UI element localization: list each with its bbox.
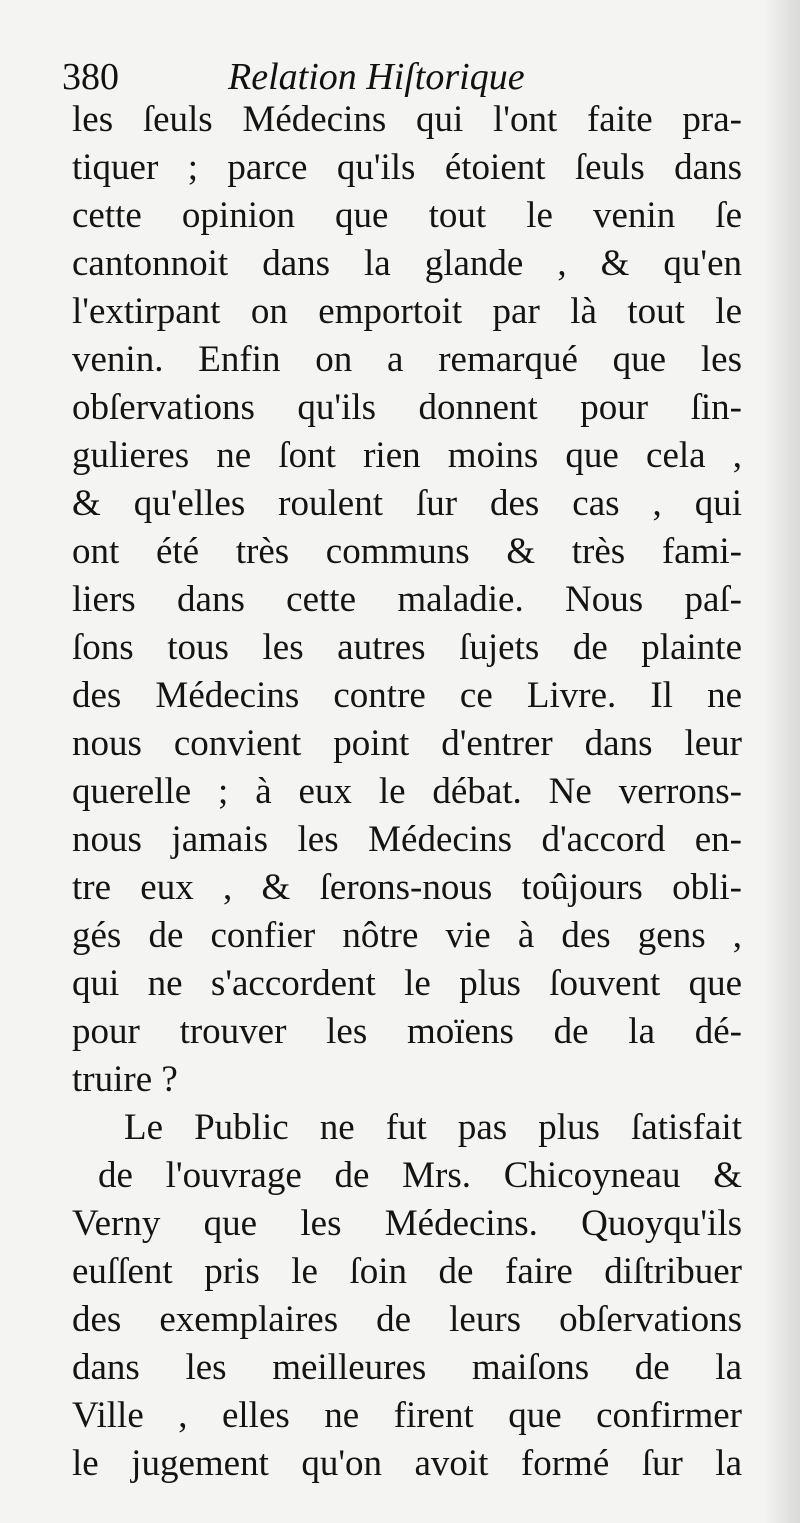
text-line: de l'ouvrage de Mrs. Chicoyneau &	[98, 1155, 742, 1196]
text-line: tiquer ; parce qu'ils étoient ſeuls dans	[72, 147, 742, 188]
running-head	[62, 52, 762, 102]
text-line: Ville , elles ne firent que confirmer	[72, 1395, 742, 1436]
text-line: nous jamais les Médecins d'accord en-	[72, 819, 742, 860]
text-line: tre eux , & ſerons-nous toûjours obli-	[72, 867, 742, 908]
text-line: obſervations qu'ils donnent pour ſin-	[72, 387, 742, 428]
text-line: gés de confier nôtre vie à des gens ,	[72, 915, 742, 956]
paragraph-start-line: Le Public ne fut pas plus ſatisfait	[124, 1107, 742, 1148]
text-line: cette opinion que tout le venin ſe	[72, 195, 742, 236]
text-line: des exemplaires de leurs obſervations	[72, 1299, 742, 1340]
text-line: ont été très communs & très fami-	[72, 531, 742, 572]
text-line: qui ne s'accordent le plus ſouvent que	[72, 963, 742, 1004]
running-title: Relation Hiſtorique	[228, 56, 525, 98]
text-line: cantonnoit dans la glande , & qu'en	[72, 243, 742, 284]
text-line: dans les meilleures maiſons de la	[72, 1347, 742, 1388]
text-line: querelle ; à eux le débat. Ne verrons-	[72, 771, 742, 812]
text-line: venin. Enfin on a remarqué que les	[72, 339, 742, 380]
text-line: des Médecins contre ce Livre. Il ne	[72, 675, 742, 716]
text-line: & qu'elles roulent ſur des cas , qui	[72, 483, 742, 524]
text-line: le jugement qu'on avoit formé ſur la	[72, 1443, 742, 1484]
text-line: liers dans cette maladie. Nous paſ-	[72, 579, 742, 620]
text-line: les ſeuls Médecins qui l'ont faite pra-	[72, 99, 742, 140]
text-line: Verny que les Médecins. Quoyqu'ils	[72, 1203, 742, 1244]
text-line: ſons tous les autres ſujets de plainte	[72, 627, 742, 668]
paragraph-end-line: truire ?	[72, 1059, 178, 1100]
body-text	[72, 96, 742, 1488]
text-line: euſſent pris le ſoin de faire diſtribuer	[72, 1251, 742, 1292]
text-line: l'extirpant on emportoit par là tout le	[72, 291, 742, 332]
text-line: nous convient point d'entrer dans leur	[72, 723, 742, 764]
page-number: 380	[62, 56, 119, 98]
text-line: pour trouver les moïens de la dé-	[72, 1011, 742, 1052]
text-line: gulieres ne ſont rien moins que cela ,	[72, 435, 742, 476]
page-edge-shadow	[764, 0, 800, 1523]
